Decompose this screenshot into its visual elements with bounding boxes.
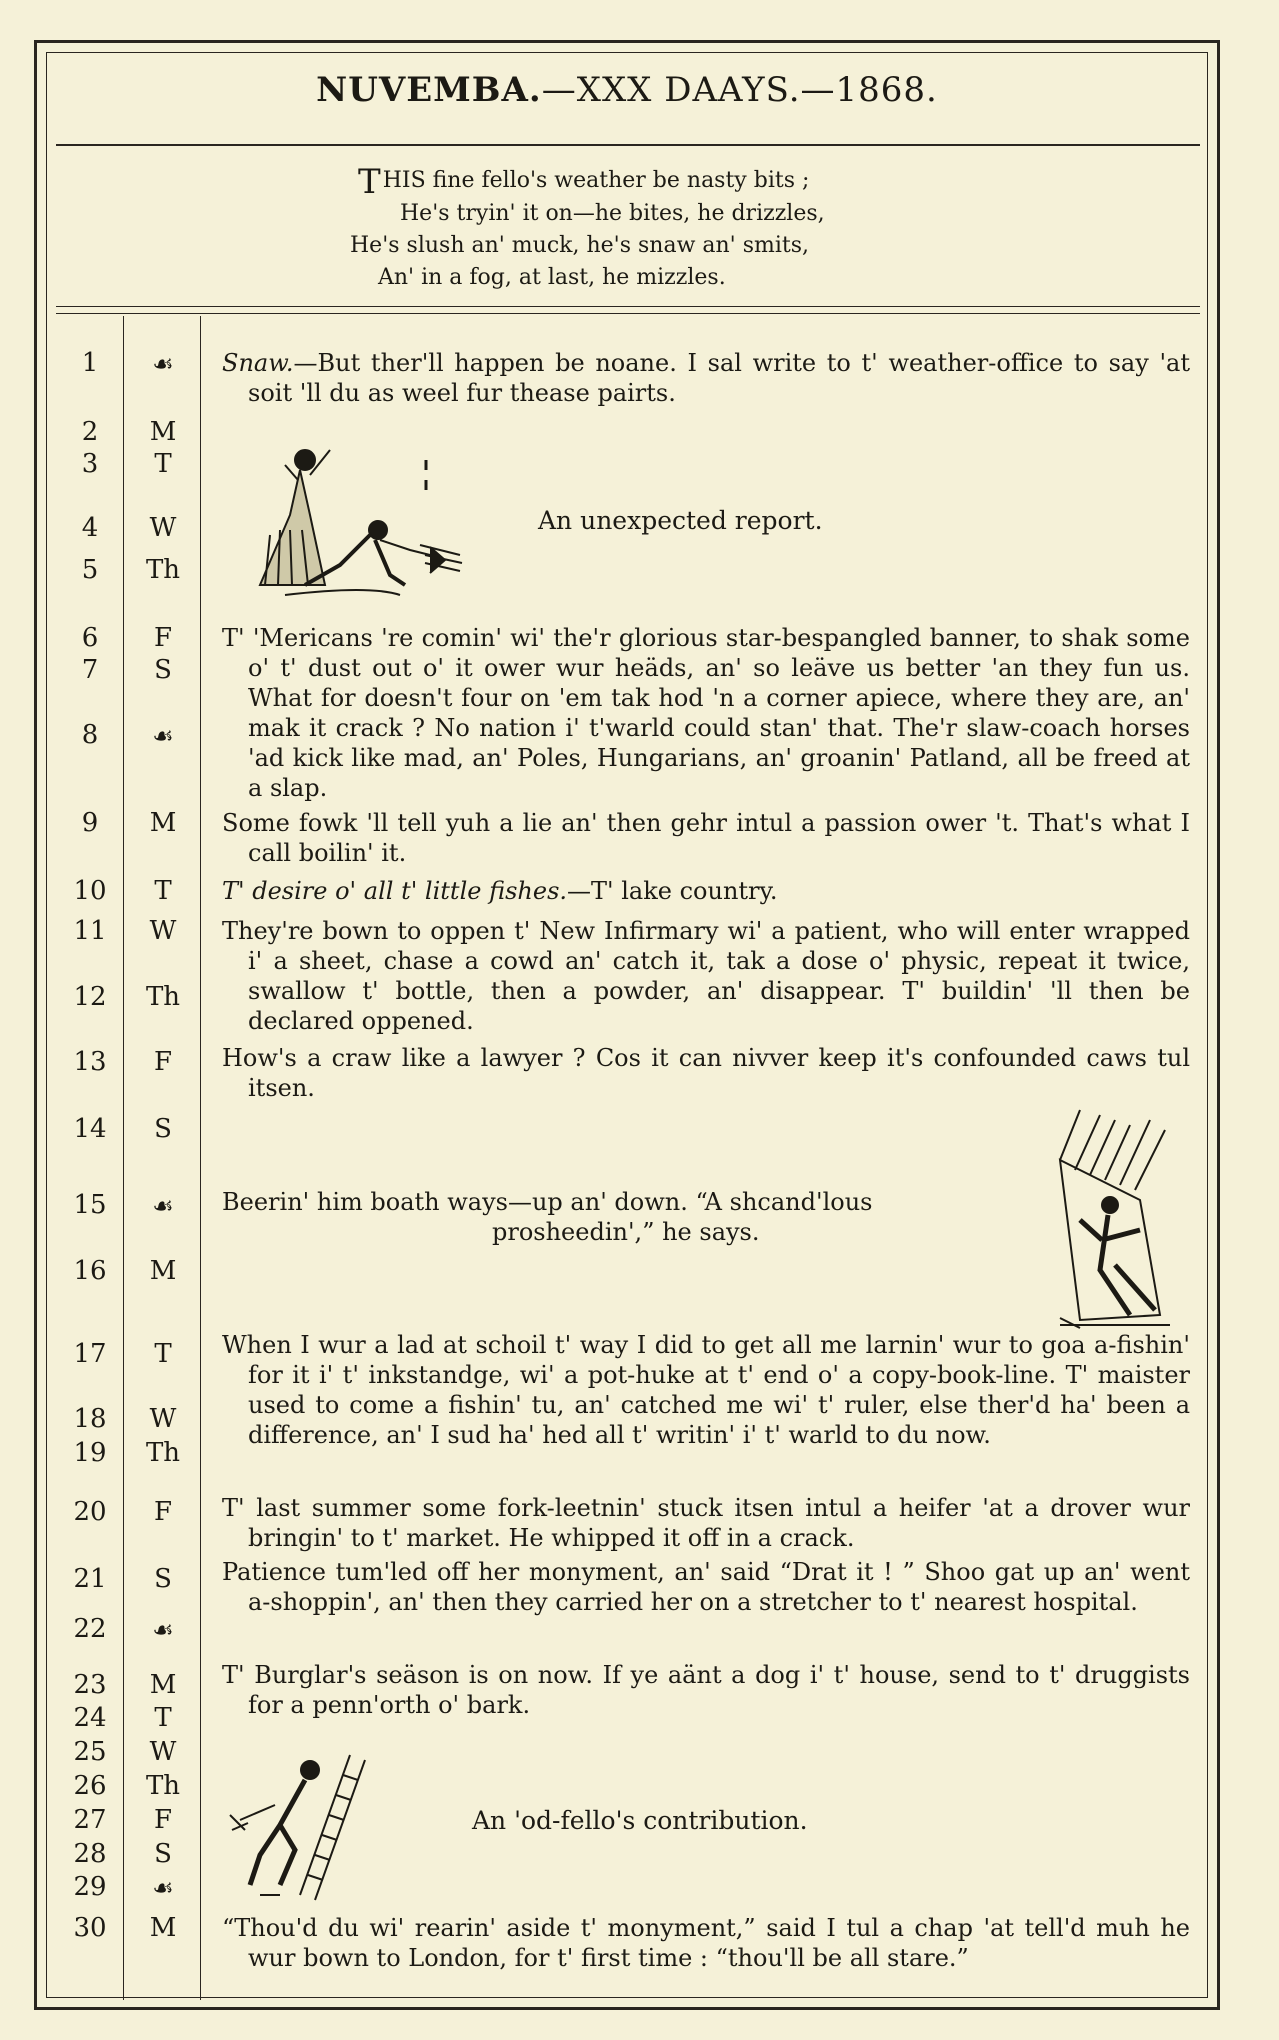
day-number: 25 — [73, 1737, 107, 1767]
entry-day-30: “Thou'd du wi' rearin' aside t' monyment,” said I tul a chap 'at tell'd muh he wur bown to London, for t' first time : “thou'll be all stare.” — [222, 1914, 1190, 1972]
day-number: 21 — [73, 1564, 107, 1594]
weekday: M — [149, 1670, 177, 1700]
entry-day-17: When I wur a lad at schoil t' way I did to get all me larnin' wur to goa a-fishin' for it i' t' inkstandge, wi' a pot-huke at t' end o' a copy-book-line. T' maister used to come a fishin' tu, an' catched me wi' t' ruler, else ther'd ha' been a difference, an' I sud ha' hed all t' writin' i' t' warld to du now. — [222, 1331, 1190, 1449]
day-number: 22 — [73, 1614, 107, 1644]
weekday: F — [153, 1047, 173, 1077]
day-number: 11 — [73, 916, 107, 946]
entry-day-20: T' last summer some fork-leetnin' stuck itsen intul a heifer 'at a drover wur bringin' to t' market. He whipped it off in a crack. — [222, 1494, 1190, 1552]
weekday: T — [154, 876, 172, 906]
entry-day-10: T' desire o' all t' little fishes.—T' lake country. — [222, 877, 778, 905]
day-number: 9 — [81, 808, 99, 838]
weekday: S — [154, 1564, 172, 1594]
weekday: M — [149, 1256, 177, 1286]
weekday-sunday: ☙ — [152, 1192, 174, 1220]
weekday: T — [154, 449, 172, 479]
weekday: S — [154, 1839, 172, 1869]
illustration-caption: An unexpected report. — [538, 506, 823, 535]
entry-day-15 — [222, 1187, 1022, 1247]
weekday: W — [149, 1404, 177, 1434]
weekday: M — [149, 1913, 177, 1943]
verse-line-4: An' in a fog, at last, he mizzles. — [378, 265, 726, 290]
day-number: 13 — [73, 1047, 107, 1077]
day-number: 7 — [81, 655, 99, 685]
weekday: W — [149, 1737, 177, 1767]
page-title: NUVEMBA.—XXX DAAYS.—1868. — [316, 70, 938, 110]
weekday: S — [154, 655, 172, 685]
day-number: 6 — [81, 623, 99, 653]
entry-day-9: Some fowk 'll tell yuh a lie an' then gehr intul a passion ower 't. That's what I call boilin' it. — [222, 809, 1190, 867]
weekday: Th — [145, 1438, 181, 1468]
od-fello-illustration-icon — [220, 1745, 370, 1905]
day-number: 19 — [73, 1438, 107, 1468]
day-number: 15 — [73, 1190, 107, 1220]
entry-day-11: They're bown to oppen t' New Infirmary wi' a patient, who will enter wrapped i' a sheet, chase a cowd an' catch it, tak a dose o' physic, repeat it twice, swallow t' bottle, then a powder, an' disappear. T' buildin' 'll then be declared oppened. — [222, 917, 1190, 1035]
verse-rule-bottom — [56, 313, 1200, 314]
title-rule — [56, 144, 1200, 146]
weekday: T — [154, 1703, 172, 1733]
verse-line-3: He's slush an' muck, he's snaw an' smits, — [350, 233, 810, 258]
weekday-sunday: ☙ — [152, 1616, 174, 1644]
weekday: S — [154, 1114, 172, 1144]
day-number: 17 — [73, 1339, 107, 1369]
day-number: 10 — [73, 876, 107, 906]
entry-day-23: T' Burglar's seäson is on now. If ye aänt a dog i' t' house, send to t' druggists for a penn'orth o' bark. — [222, 1661, 1190, 1719]
day-number: 12 — [73, 982, 107, 1012]
day-number: 30 — [73, 1913, 107, 1943]
day-number: 28 — [73, 1839, 107, 1869]
day-number: 8 — [81, 720, 99, 750]
weekday-sunday: ☙ — [152, 350, 174, 378]
day-number: 24 — [73, 1703, 107, 1733]
entry-day-13: How's a craw like a lawyer ? Cos it can nivver keep it's confounded caws tul itsen. — [222, 1044, 1190, 1102]
weekday: F — [153, 623, 173, 653]
weekday: M — [149, 808, 177, 838]
day-number: 5 — [81, 555, 99, 585]
day-number: 23 — [73, 1670, 107, 1700]
day-number: 14 — [73, 1114, 107, 1144]
day-number: 3 — [81, 449, 99, 479]
day-number: 4 — [81, 513, 99, 543]
verse-rule-top — [56, 306, 1200, 307]
day-number: 18 — [73, 1404, 107, 1434]
day-number: 1 — [81, 348, 99, 378]
verse — [340, 162, 940, 294]
day-number: 20 — [73, 1497, 107, 1527]
entry-day-1: Snaw.—But ther'll happen be noane. I sal write to t' weather-office to say 'at soit 'll du as weel fur thease pairts. — [222, 349, 1190, 407]
weekday: M — [149, 417, 177, 447]
day-number: 27 — [73, 1805, 107, 1835]
entry-day-21: Patience tum'led off her monyment, an' said “Drat it ! ” Shoo gat up an' went a-shoppin', an' then they carried her on a stretcher to t' nearest hospital. — [222, 1558, 1190, 1616]
weekday: Th — [145, 982, 181, 1012]
weekday: F — [153, 1805, 173, 1835]
weekday: T — [154, 1339, 172, 1369]
column-divider-weekday — [200, 316, 201, 2000]
unexpected-report-illustration-icon — [230, 435, 485, 600]
column-divider-day — [123, 316, 124, 2000]
entry-day-6: T' 'Mericans 're comin' wi' the'r glorious star-bespangled banner, to shak some o' t' dust out o' it ower wur heäds, an' so leäve us better 'an they fun us. What for doesn't four on 'em tak hod 'n a corner apiece, where they are, an' mak it crack ? No nation i' t'warld could stan' that. The'r slaw-coach horses 'ad kick like mad, an' Poles, Hungarians, an' groanin' Patland, all be freed at a slap. — [222, 624, 1190, 802]
day-number: 26 — [73, 1771, 107, 1801]
weekday: Th — [145, 555, 181, 585]
weekday: F — [153, 1497, 173, 1527]
entry-day-15-line-1: Beerin' him boath ways—up an' down. “A shcand'lous — [222, 1188, 873, 1216]
weekday: W — [149, 916, 177, 946]
verse-line-1: THIS fine fello's weather be nasty bits ; — [358, 162, 810, 202]
hanging-figure-illustration-icon — [1040, 1100, 1190, 1330]
illustration-caption: An 'od-fello's contribution. — [472, 1806, 808, 1835]
weekday: W — [149, 513, 177, 543]
weekday: Th — [145, 1771, 181, 1801]
day-number: 16 — [73, 1256, 107, 1286]
day-number: 29 — [73, 1872, 107, 1902]
entry-day-15-line-2: prosheedin',” he says. — [492, 1218, 760, 1246]
weekday-sunday: ☙ — [152, 722, 174, 750]
weekday-sunday: ☙ — [152, 1874, 174, 1902]
day-number: 2 — [81, 417, 99, 447]
verse-line-2: He's tryin' it on—he bites, he drizzles, — [400, 201, 825, 226]
drop-cap: T — [358, 162, 381, 202]
